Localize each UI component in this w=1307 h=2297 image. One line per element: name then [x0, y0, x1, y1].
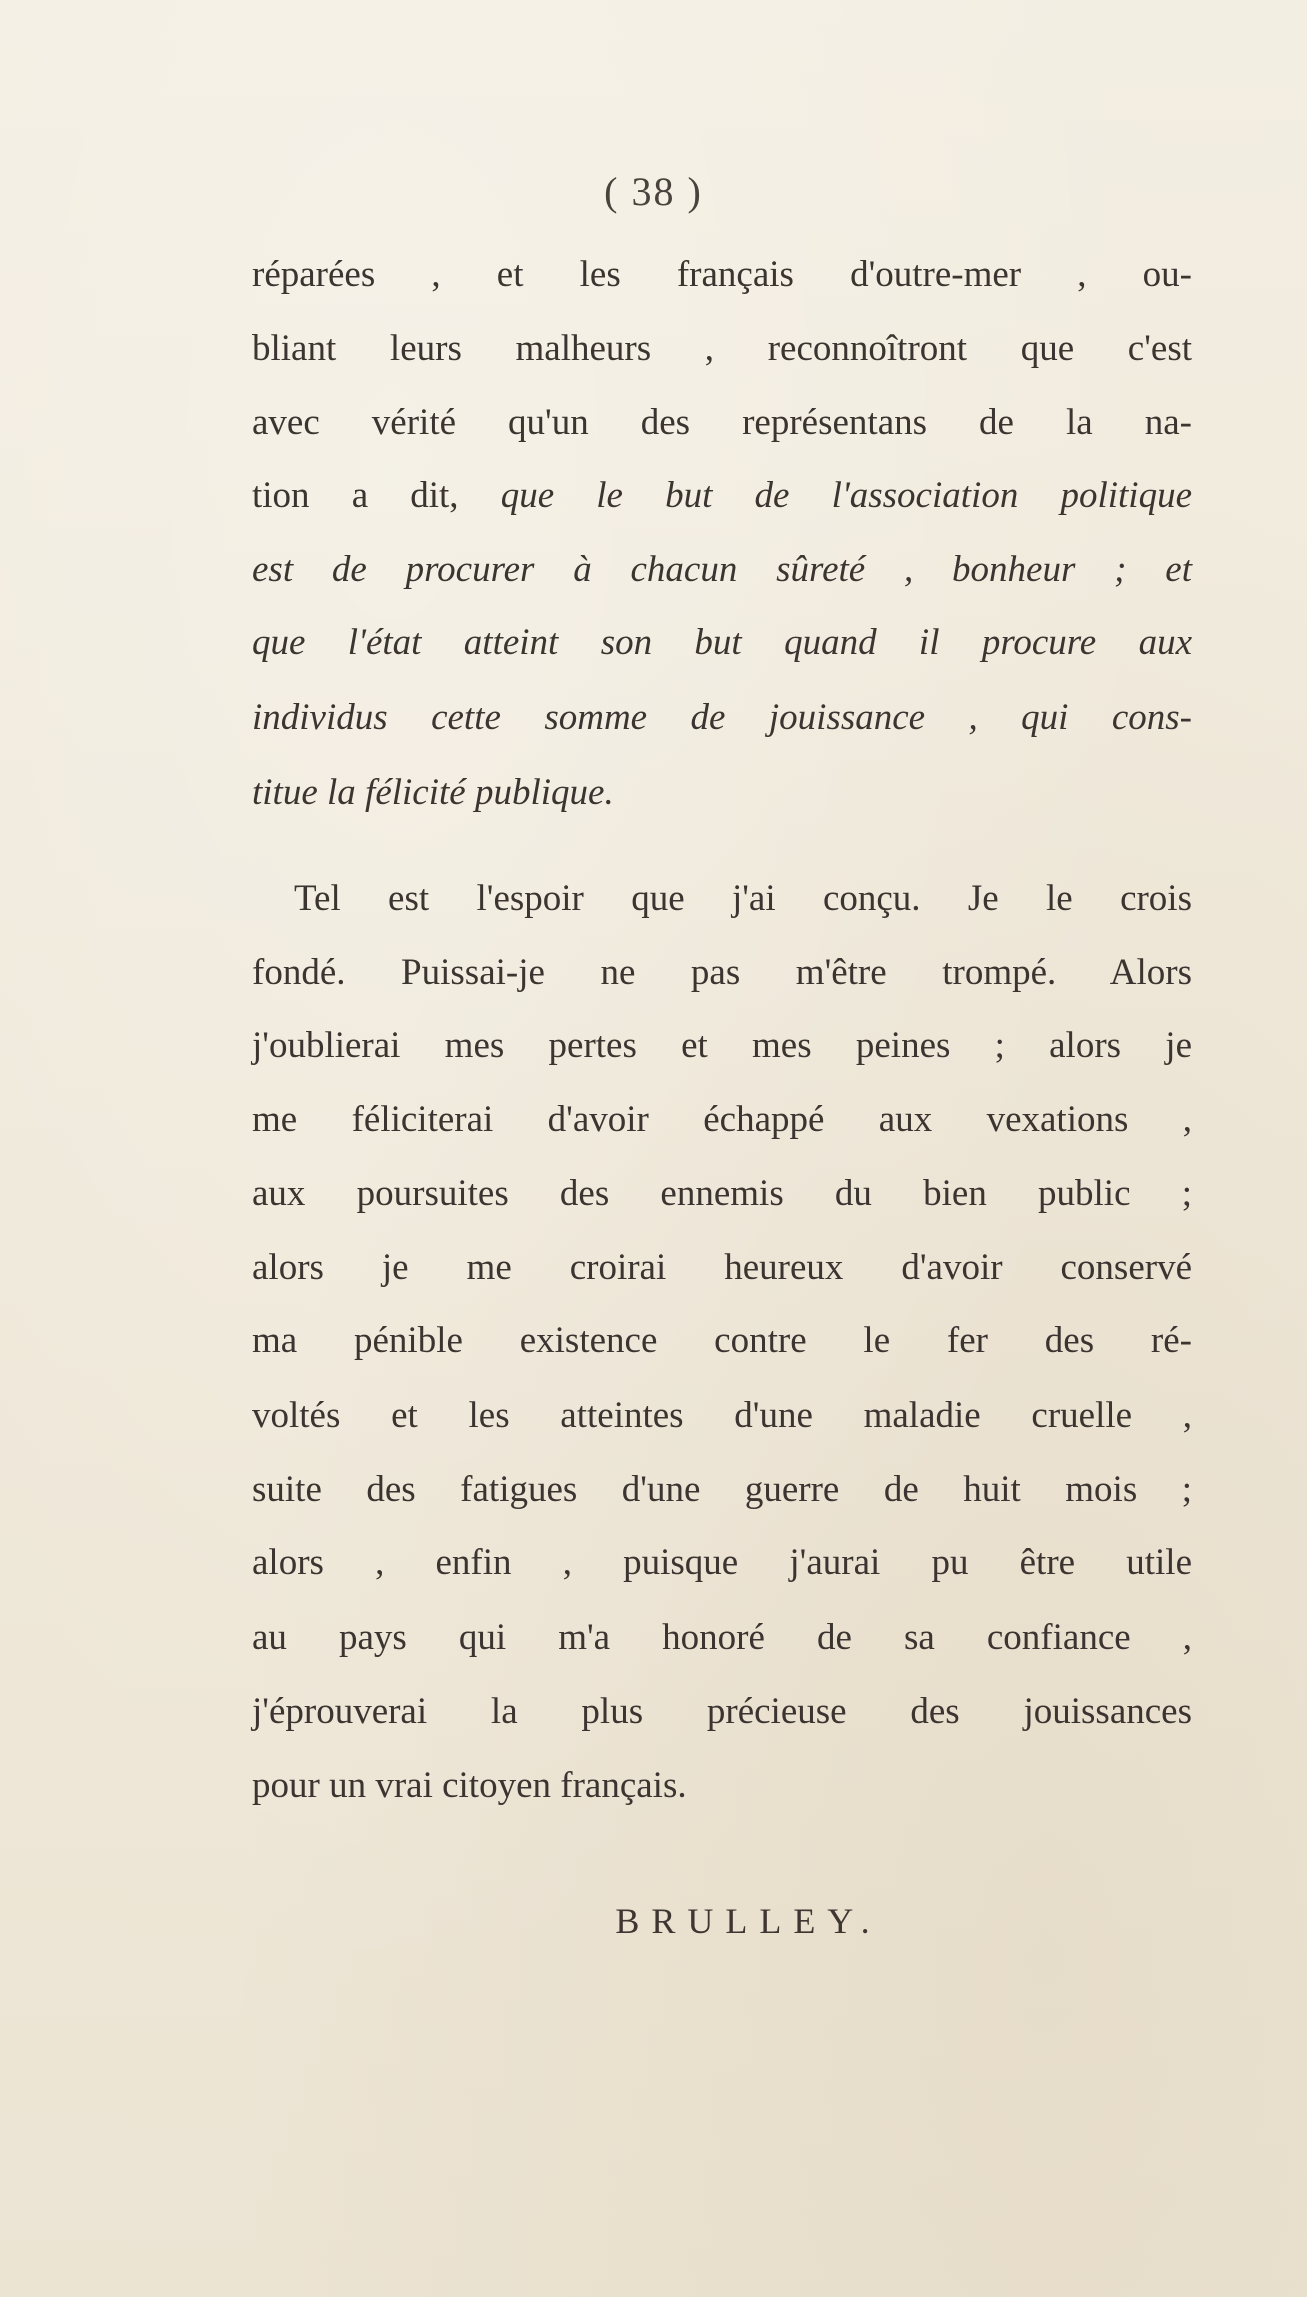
italic-text: individus cette somme de jouissance , qui cons-: [252, 697, 1192, 738]
text-span: aux poursuites des ennemis du bien public ;: [252, 1173, 1192, 1214]
italic-text: que le but de l'association politique: [500, 475, 1192, 516]
text-line: [252, 245, 1192, 305]
text-line: [252, 1386, 1192, 1446]
text-line: [252, 319, 1192, 379]
text-line: [252, 1460, 1192, 1520]
text-span: au pays qui m'a honoré de sa confiance ,: [252, 1617, 1192, 1658]
italic-text: est de procurer à chacun sûreté , bonheur ; et: [252, 549, 1192, 590]
text-line: [252, 688, 1192, 748]
text-line: [252, 1238, 1192, 1298]
text-span: me féliciterai d'avoir échappé aux vexations ,: [252, 1099, 1192, 1140]
text-span: Tel est l'espoir que j'ai conçu. Je le crois: [294, 878, 1192, 919]
text-line: [252, 393, 1192, 453]
italic-text: que l'état atteint son but quand il procure aux: [252, 622, 1192, 663]
text-span: avec vérité qu'un des représentans de la na-: [252, 402, 1192, 443]
text-line: [252, 540, 1192, 600]
text-span: voltés et les atteintes d'une maladie cruelle ,: [252, 1395, 1192, 1436]
text-span: alors je me croirai heureux d'avoir conservé: [252, 1247, 1192, 1288]
text-span: pour un vrai citoyen français.: [252, 1765, 687, 1806]
text-span: j'éprouverai la plus précieuse des jouissances: [252, 1691, 1192, 1732]
signature: BRULLEY.: [615, 1901, 882, 1941]
text-line: [252, 613, 1192, 673]
text-span: réparées , et les français d'outre-mer , ou-: [252, 254, 1192, 295]
text-span: bliant leurs malheurs , reconnoîtront que c'est: [252, 328, 1192, 369]
text-line: [252, 1608, 1192, 1668]
text-line: [252, 1090, 1192, 1150]
text-line: [252, 1682, 1192, 1742]
text-line: [252, 1533, 1192, 1593]
text-span: tion a dit,: [252, 475, 501, 516]
text-line: [252, 763, 1192, 823]
text-line: [252, 1016, 1192, 1076]
text-line: [252, 1311, 1192, 1371]
text-span: ma pénible existence contre le fer des ré-: [252, 1320, 1192, 1361]
italic-text: titue la félicité publique.: [252, 772, 614, 813]
text-line: [252, 1164, 1192, 1224]
text-span: alors , enfin , puisque j'aurai pu être utile: [252, 1542, 1192, 1583]
text-line: [252, 943, 1192, 1003]
text-span: fondé. Puissai-je ne pas m'être trompé. Alors: [252, 952, 1192, 993]
text-line: [252, 1756, 1192, 1816]
text-span: suite des fatigues d'une guerre de huit mois ;: [252, 1469, 1192, 1510]
text-line: [294, 869, 1192, 929]
text-span: j'oublierai mes pertes et mes peines ; alors je: [252, 1025, 1192, 1066]
text-line: [252, 466, 1192, 526]
page-number: ( 38 ): [604, 169, 703, 214]
